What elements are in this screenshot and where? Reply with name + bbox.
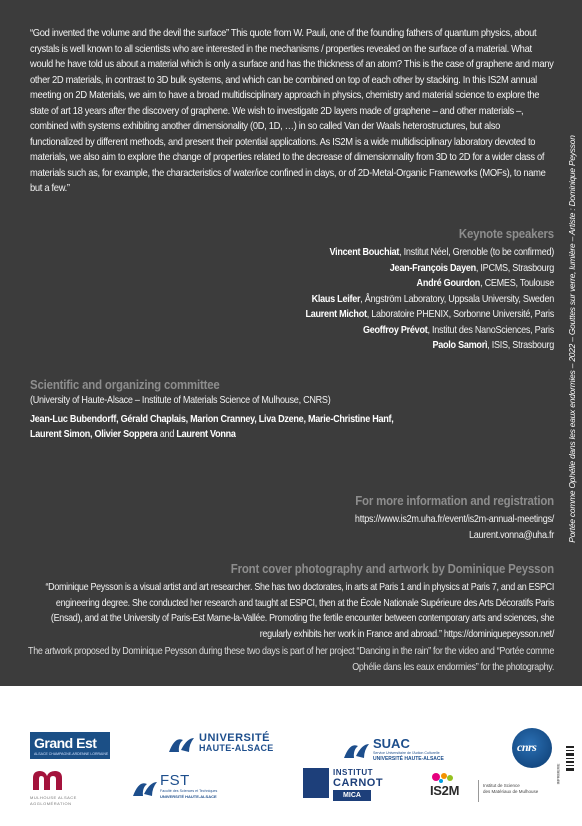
speaker-affiliation: , ISIS, Strasbourg [487,340,554,351]
keynote-speaker [8,245,554,261]
info-heading: For more information and registration [355,493,554,508]
committee-body [30,393,576,443]
cnrs-logo-text: cnrs [517,740,537,754]
keynote-speaker [8,307,554,323]
artwork-credit-vertical: Portée comme Ophélie dans les eaux endormies – 2022 – Gouttes sur verre, lumière – Artiste : Dominique Peysson [567,135,577,543]
keynote-speaker [8,261,554,277]
uha-emblem-icon [165,732,197,756]
intro-paragraph: “God invented the volume and the devil the surface” This quote from W. Pauli, one of the founding fathers of quantum physics, about crystals is well known to all scientists who are interested in the mechanisms / properties revealed on the surface of a material. What would he have told us about a material which is only a surface and has the thickness of an atom? This is the case of graphene and many other 2D materials, in contrast to 3D bulk systems, and which can be combined on top of each other by stacking. In this IS2M annual meeting on 2D Materials, we aim to have a broad multidisciplinary approach in physics, chemistry and material science to explore the state of art 18 years after the discovery of graphene. We wish to investigate 2D layers made of graphene – and other materials –, combined with systems exhibiting another dimensionality (0D, 1D, …) in so called Van der Waals heterostructures, but also functionalized by different methods, and present their potential applications. As IS2M is a wide multidisciplinary laboratory devoted to materials, we also aim to explore the change of properties related to the decrease of dimensionnality from 3D to 2D for a wider class of materials such as, for example, the characteristics of water/ice confined in clays, or of 2D-Metal-Organic Frameworks (MOFs), to name but a few.” [30,28,554,194]
speaker-list [8,245,554,354]
printer-barcode-icon [566,746,574,774]
fst-emblem-icon [130,772,160,800]
m2a-logo-line2: AGGLOMÉRATION [30,801,72,806]
speaker-affiliation: , CEMES, Toulouse [480,278,554,289]
carnot-logo-line2: CARNOT [333,777,384,789]
keynote-speaker [8,323,554,339]
is2m-logo-line1: Institut de Science [483,783,520,788]
committee-heading: Scientific and organizing committee [30,377,220,392]
committee-section [30,377,582,443]
speaker-name: Jean-François Dayen [389,262,476,274]
artwork-note: The artwork proposed by Dominique Peysson during these two days is part of her project “Dancing in the rain” for the video and “Portée comme Ophélie dans les eaux endormies” for the photography. [28,646,554,673]
fst-logo-title: FST [160,772,190,789]
uha-logo [165,732,290,756]
keynote-speaker [8,338,554,354]
info-body [8,512,554,543]
m2a-logo [30,768,100,813]
m2a-logo-line1: MULHOUSE ALSACE [30,795,77,800]
mica-badge: MICA [333,790,371,801]
committee-subtitle: (University of Haute-Alsace – Institute of Materials Science of Mulhouse, CNRS) [30,395,331,406]
speaker-name: Laurent Michot [305,309,367,320]
suac-logo-subtitle: Service Universitaire de l'Action Culturelle [373,751,440,755]
speaker-name: Geoffroy Prévot [362,324,428,336]
suac-logo-university: UNIVERSITÉ HAUTE-ALSACE [373,756,444,762]
grand-est-logo-text: Grand Est [34,735,97,751]
keynote-speaker [8,292,554,308]
keynote-section [0,226,554,354]
uha-logo-line1: UNIVERSITÉ [199,732,271,744]
fst-logo [130,772,270,802]
speaker-name: André Gourdon [416,278,481,289]
carnot-emblem-icon [303,768,329,798]
m2a-emblem-icon [30,768,70,792]
carnot-logo-line1: INSTITUT [333,768,373,777]
printer-mark-text: IMPRIMERIE [556,763,561,785]
content-area [28,26,555,673]
suac-logo-title: SUAC [373,736,410,751]
logo-strip [0,686,582,826]
is2m-logo-line2: des Matériaux de Mulhouse [483,789,539,794]
speaker-affiliation: , Ångström Laboratory, Uppsala University, Sweden [360,293,554,305]
uha-logo-line2: HAUTE-ALSACE [199,743,274,753]
is2m-emblem-icon [430,770,470,784]
is2m-divider [478,780,479,802]
speaker-name: Paolo Samorì [432,340,488,351]
contact-email[interactable]: Laurent.vonna@uha.fr [468,529,554,541]
keynote-speaker [8,276,554,292]
artist-bio: “Dominique Peysson is a visual artist and art researcher. She has two doctorates, in arts at Paris 1 and in physics at Paris 7, and an ESPCI engineering degree. She conducted her research and taught at ESPCI, then at the École Nationale Supérieure des Arts Décoratifs Paris (Ensad), and at the University of Paris-Est Marne-la-Vallée. Promoting the fertile encounter between contemporary arts and sciences, she regularly exhibits her work in France and abroad.” https://dominiquepeysson.net/ [45,582,555,640]
speaker-name: Klaus Leifer [311,293,361,305]
committee-members-line2a: Laurent Simon, Olivier Soppera [30,429,158,440]
speaker-affiliation: , IPCMS, Strasbourg [475,262,554,274]
fst-logo-university: UNIVERSITÉ HAUTE-ALSACE [160,794,217,799]
cnrs-logo [512,728,552,768]
cover-section [0,561,554,675]
speaker-affiliation: , Institut des NanoSciences, Paris [427,324,554,336]
info-section [0,493,554,543]
keynote-heading: Keynote speakers [458,226,554,241]
registration-link[interactable]: https://www.is2m.uha.fr/event/is2m-annual-meetings/ [354,514,554,525]
committee-and: and [157,429,177,440]
carnot-mica-logo [303,768,393,812]
committee-members-line2b: Laurent Vonna [176,429,236,440]
suac-emblem-icon [340,736,372,762]
suac-logo [340,736,490,762]
is2m-logo [426,770,556,804]
speaker-affiliation: , Laboratoire PHENIX, Sorbonne Université, Paris [366,309,554,320]
cover-body [26,580,554,675]
grand-est-logo [30,732,110,759]
speaker-name: Vincent Bouchiat [329,247,400,258]
printer-mark [556,746,574,806]
committee-members-line1: Jean-Luc Bubendorff, Gérald Chaplais, Marion Cranney, Liva Dzene, Marie-Christine Hanf, [30,413,394,425]
fst-logo-subtitle: Faculté des Sciences et Techniques [160,789,218,793]
cover-heading: Front cover photography and artwork by Dominique Peysson [230,561,554,576]
grand-est-logo-subtext: ALSACE CHAMPAGNE-ARDENNE LORRAINE [34,752,109,756]
speaker-affiliation: , Institut Néel, Grenoble (to be confirmed) [399,247,554,258]
is2m-logo-text: IS2M [430,783,460,798]
